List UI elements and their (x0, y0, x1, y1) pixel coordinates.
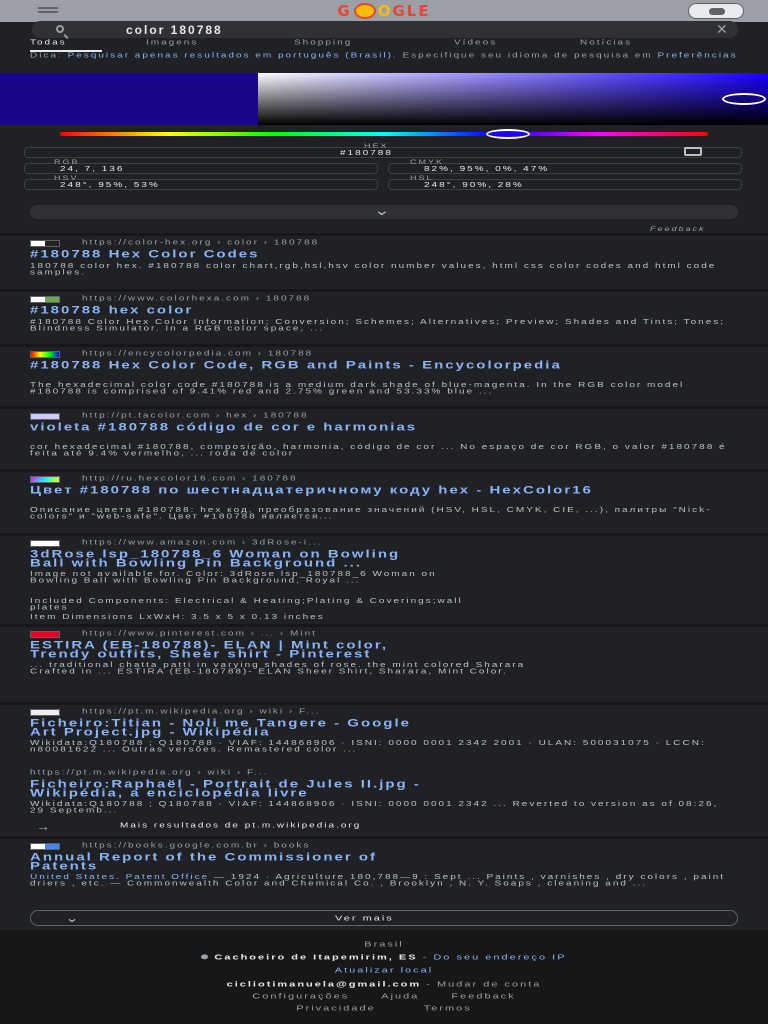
hex-label: HEX (364, 142, 389, 150)
hue-slider-handle[interactable] (486, 129, 530, 139)
account-email: cicliotimanuela@gmail.com (226, 980, 422, 989)
result-title[interactable]: Ficheiro:Raphaël - Portrait de Jules II.jpg - (30, 778, 421, 791)
result-url[interactable]: https://www.colorhexa.com › 180788 (82, 295, 312, 303)
divider (0, 702, 768, 705)
result-url[interactable]: https://color-hex.org › color › 180788 (82, 239, 320, 247)
site-favicon-icon (30, 540, 60, 547)
result-snippet: #180788 Color Hex Color Information; Conversion; Schemes; Alternatives; Preview; Shades and Tints; Tones; Blindness Simulator. In a RGB color space, ... (30, 318, 726, 333)
result-item (0, 294, 768, 344)
search-language-link[interactable]: Pesquisar apenas resultados em português (Brasil) (67, 51, 393, 60)
divider (0, 233, 768, 236)
site-favicon-icon (30, 351, 60, 358)
hsl-label: HSL (410, 174, 434, 182)
rgb-value[interactable]: 24, 7, 136 (60, 165, 125, 174)
author-link[interactable]: United States. Patent Office (30, 873, 210, 882)
language-hint: Dica: Pesquisar apenas resultados em português (Brasil). Especifique seu idioma de pesquisa em Preferências (30, 51, 738, 60)
chevron-down-icon: ⌄ (64, 911, 80, 925)
result-snippet: Wikidata:Q180788 ; Q180788 · VIAF: 144868906 · ISNI: 0000 0001 2342 ... Reverted to version as of 08:26, 29 Septemb... (30, 800, 719, 815)
divider (0, 533, 768, 536)
chevron-down-icon: ⌄ (373, 202, 391, 218)
location-dot-icon (201, 954, 208, 959)
result-title-line2[interactable]: Trendy outfits, Sheer shirt - Pinterest (30, 648, 372, 661)
privacy-link[interactable]: Privacidade (296, 1004, 376, 1013)
result-title[interactable]: ESTIRA (EB-180788)- ELAN | Mint color, (30, 639, 389, 652)
hue-slider[interactable] (60, 132, 708, 136)
result-title-line2[interactable]: Ball with Bowling Pin Background ... (30, 557, 363, 570)
update-location-link[interactable]: Atualizar local (334, 966, 434, 975)
account-avatar[interactable] (688, 3, 744, 19)
site-favicon-icon (30, 413, 60, 420)
result-title-line2[interactable]: Patents (30, 860, 99, 873)
result-item (0, 411, 768, 467)
divider (0, 836, 768, 839)
result-title[interactable]: Ficheiro:Titian - Noli me Tangere - Google (30, 717, 411, 730)
search-tabs (0, 38, 768, 52)
result-title[interactable]: #180788 hex color (30, 304, 194, 317)
result-snippet: 180788 color hex. #180788 color chart,rgb,hsl,hsv color number values, html css color codes and html code samples. (30, 262, 717, 277)
clear-icon[interactable]: ✕ (716, 21, 728, 37)
divider (0, 289, 768, 292)
cmyk-label: CMYK (410, 158, 445, 166)
footer-links (0, 992, 768, 1000)
result-title[interactable]: #180788 Hex Color Code, RGB and Paints - Encycolorpedia (30, 359, 562, 372)
footer-legal (0, 1004, 768, 1012)
menu-icon[interactable] (38, 7, 58, 9)
switch-account-link[interactable]: - Mudar de conta (421, 980, 542, 989)
result-item (0, 841, 768, 905)
doodle-ball-icon (354, 3, 376, 19)
result-title[interactable]: Annual Report of the Commissioner of (30, 851, 378, 864)
result-url[interactable]: https://www.amazon.com › 3dRose-i... (82, 539, 323, 547)
result-item (0, 349, 768, 407)
result-title[interactable]: Цвет #180788 по шестнадцатеричному коду hex - HexColor16 (30, 484, 593, 497)
result-item (0, 238, 768, 290)
terms-link[interactable]: Termos (423, 1004, 472, 1013)
result-url[interactable]: https://www.pinterest.com › ... › Mint (82, 630, 317, 638)
hex-value[interactable]: #180788 (340, 149, 393, 158)
copy-icon[interactable] (684, 147, 702, 156)
tab-imagens[interactable]: Imagens (146, 39, 199, 47)
result-item (0, 474, 768, 532)
footer-account (0, 980, 768, 988)
result-title[interactable]: 3dRose lsp_180788_6 Woman on Bowling (30, 548, 401, 561)
tab-todas[interactable]: Todas (30, 39, 67, 47)
more-results-row[interactable] (0, 818, 768, 835)
result-item (0, 768, 768, 820)
result-snippet: The hexadecimal color code #180788 is a medium dark shade of blue-magenta. In the RGB color model #180788 is comprised of 9.41% red and 2.75% green and 53.33% blue ... (30, 381, 685, 396)
footer-country: Brasil (364, 940, 404, 949)
cmyk-value[interactable]: 82%, 95%, 0%, 47% (424, 165, 550, 174)
feedback-link[interactable]: Feedback (650, 225, 706, 233)
result-snippet-detail: Item Dimensions LxWxH: 3.5 x 5 x 0.13 inches (30, 613, 325, 622)
saturation-value-picker[interactable] (258, 73, 768, 125)
result-snippet: Image not available for. Color: 3dRose lsp_180788_6 Woman on Bowling Ball with Bowling Pin Background, Royal ... (30, 570, 437, 585)
site-favicon-icon (30, 709, 60, 716)
color-swatch (0, 73, 258, 125)
search-input[interactable] (126, 22, 626, 37)
site-favicon-icon (30, 240, 60, 247)
site-favicon-icon (30, 476, 60, 483)
divider (0, 406, 768, 409)
result-snippet: United States. Patent Office — 1924 · Agriculture 180,788—9 : Sept ... Paints , varnishes , dry colors , paint driers , etc. — Commonwealth Color and Chemical Co. , Brooklyn , N. Y. Soaps , cleaning and ... (30, 873, 726, 888)
result-item (0, 707, 768, 767)
ip-source-link[interactable]: Do seu endereço IP (433, 953, 567, 962)
feedback-link[interactable]: Feedback (451, 992, 516, 1001)
tab-videos[interactable]: Vídeos (454, 39, 498, 47)
result-url[interactable]: http://ru.hexcolor16.com › 180788 (82, 475, 298, 483)
result-snippet: ... traditional chatta patti in varying shades of rose. the mint colored Sharara Crafted in ... ESTIRA (EB-180788)- ELAN Sheer Shirt, Sharara, Mint Color. (30, 661, 526, 676)
help-link[interactable]: Ajuda (381, 992, 420, 1001)
google-logo[interactable]: G O G L E (337, 2, 431, 20)
settings-link[interactable]: Configurações (252, 992, 350, 1001)
hsv-value[interactable]: 248°, 95%, 53% (60, 181, 160, 190)
tab-noticias[interactable]: Notícias (580, 39, 633, 47)
search-icon[interactable] (56, 25, 64, 33)
search-bar[interactable] (32, 21, 738, 38)
picker-handle[interactable] (722, 93, 766, 105)
footer-update-location (0, 966, 768, 974)
tab-shopping[interactable]: Shopping (294, 39, 353, 47)
site-favicon-icon (30, 296, 60, 303)
footer-location: Cachoeiro de Itapemirim, ES - Do seu endereço IP (0, 953, 768, 961)
rgb-label: RGB (54, 158, 80, 166)
more-results-link[interactable]: Mais resultados de pt.m.wikipedia.org (120, 822, 362, 830)
expand-color-button[interactable] (30, 202, 738, 219)
top-bar (0, 0, 768, 22)
result-url[interactable]: http://pt.tacolor.com › hex › 180788 (82, 412, 309, 420)
result-title-line2[interactable]: Wikipédia, a enciclopédia livre (30, 787, 309, 800)
result-title[interactable]: violeta #180788 código de cor e harmonias (30, 421, 418, 434)
divider (0, 344, 768, 347)
result-snippet: Описание цвета #180788: hex код, преобразование значений (HSV, HSL, CMYK, CIE, ...), палитры "Nick-colors" и "web-safe". Цвет #180788 является... (30, 506, 712, 521)
hsl-value[interactable]: 248°, 90%, 28% (424, 181, 524, 190)
result-snippet: cor hexadecimal #180788, composição, harmonia, código de cor ... No espaço de cor RGB, o valor #180788 é feita até 9.4% vermelho, ... roda de color (30, 443, 727, 458)
divider (0, 469, 768, 472)
result-snippet: Wikidata:Q180788 ; Q180788 · VIAF: 144868906 · ISNI: 0000 0001 2342 2001 · ULAN: 500031075 · LCCN: n80081622 ... Outras versões. Remastered color ... (30, 739, 706, 754)
site-favicon-icon (30, 843, 60, 850)
divider (0, 624, 768, 627)
result-item (0, 629, 768, 701)
result-url[interactable]: https://pt.m.wikipedia.org › wiki › F... (82, 708, 321, 716)
result-url[interactable]: https://books.google.com.br › books (82, 842, 311, 850)
footer (0, 930, 768, 1024)
see-more-button[interactable]: ⌄ Ver mais (30, 910, 738, 926)
result-title-line2[interactable]: Art Project.jpg - Wikipédia (30, 726, 271, 739)
preferences-link[interactable]: Preferências (657, 51, 738, 60)
site-favicon-icon (30, 631, 60, 638)
hsv-label: HSV (54, 174, 79, 182)
arrow-right-icon: → (36, 818, 50, 834)
result-url[interactable]: https://pt.m.wikipedia.org › wiki › F... (30, 769, 269, 777)
result-title[interactable]: #180788 Hex Color Codes (30, 248, 260, 261)
result-url[interactable]: https://encycolorpedia.com › 180788 (82, 350, 314, 358)
result-snippet-detail: Included Components: Electrical & Heating;Plating & Coverings;wall plates (30, 597, 463, 612)
result-item (0, 538, 768, 624)
